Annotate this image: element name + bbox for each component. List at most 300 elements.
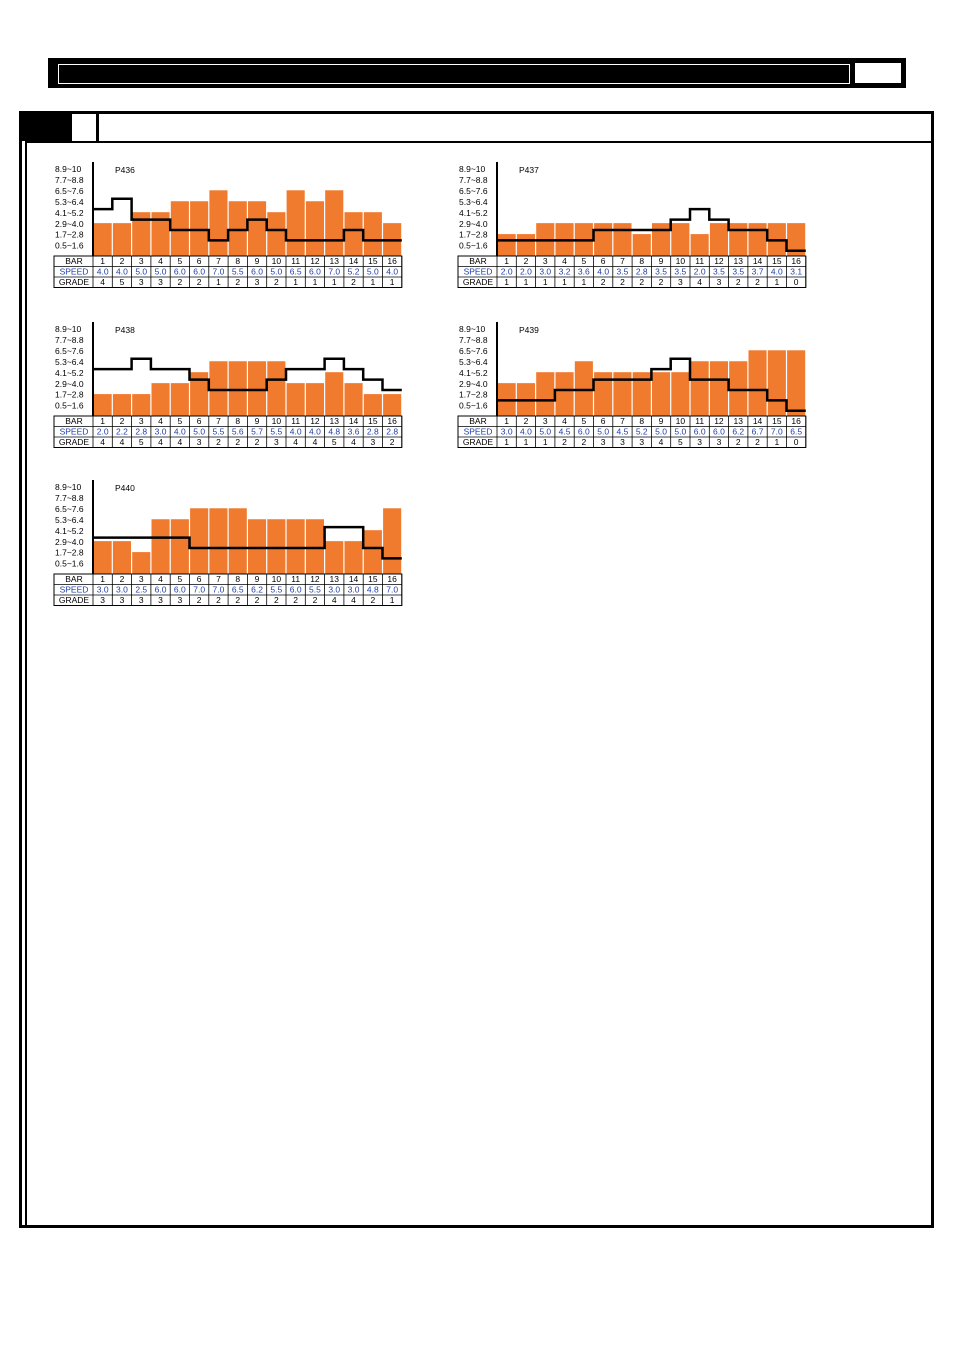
p438-cell-grade-13: 5	[331, 437, 337, 447]
p440-row-label-speed: SPEED	[59, 584, 89, 595]
p440-cell-grade-9: 2	[254, 595, 260, 605]
p437-bar-14	[749, 223, 767, 256]
p438-bar-14	[345, 383, 363, 416]
p438-cell-grade-8: 2	[235, 437, 241, 447]
p438-cell-grade-1: 4	[100, 437, 106, 447]
p439-cell-bar-14: 14	[752, 416, 763, 426]
p436-cell-speed-7: 7.0	[212, 266, 225, 277]
p436-cell-bar-2: 2	[119, 256, 125, 266]
p440-cell-bar-13: 13	[329, 574, 339, 584]
p439-cell-speed-8: 5.2	[635, 426, 648, 437]
p440-cell-grade-13: 4	[331, 595, 337, 605]
p438-cell-grade-2: 4	[119, 437, 125, 447]
p440-y-label: 0.5~1.6	[55, 558, 84, 569]
p436-cell-grade-1: 4	[100, 277, 106, 287]
profile-chart-p438	[53, 320, 403, 448]
p438-cell-speed-6: 5.0	[193, 426, 206, 437]
p439-cell-grade-1: 1	[504, 437, 510, 447]
p439-cell-bar-9: 9	[658, 416, 664, 426]
p438-row-label-grade: GRADE	[58, 437, 90, 447]
p437-bar-6	[594, 223, 612, 256]
p437-bar-1	[498, 234, 516, 256]
p438-bar-8	[229, 361, 247, 416]
p436-bar-1	[94, 223, 112, 256]
p439-y-label: 5.3~6.4	[459, 356, 488, 367]
p437-cell-speed-10: 3.5	[674, 266, 687, 277]
p437-title: P437	[519, 165, 539, 175]
p438-cell-grade-5: 4	[177, 437, 183, 447]
p439-row-label-bar: BAR	[469, 416, 487, 426]
p440-cell-bar-15: 15	[368, 574, 378, 584]
p440-bar-4	[152, 519, 170, 574]
p438-cell-speed-4: 3.0	[154, 426, 167, 437]
p439-cell-speed-3: 5.0	[539, 426, 552, 437]
p439-cell-bar-6: 6	[600, 416, 606, 426]
p438-cell-grade-4: 4	[158, 437, 163, 447]
p438-cell-speed-11: 4.0	[289, 426, 302, 437]
p439-cell-bar-15: 15	[772, 416, 782, 426]
p436-cell-grade-12: 1	[312, 277, 318, 287]
p437-y-label: 2.9~4.0	[459, 218, 488, 229]
p439-cell-speed-9: 5.0	[655, 426, 667, 437]
section-tab-divider	[96, 114, 99, 141]
p440-cell-bar-16: 16	[387, 574, 397, 584]
p437-cell-bar-11: 11	[695, 256, 705, 266]
p438-cell-speed-2: 2.2	[116, 426, 128, 437]
p438-cell-speed-10: 5.5	[270, 426, 283, 437]
p440-cell-bar-7: 7	[216, 574, 221, 584]
p438-cell-speed-8: 5.6	[231, 426, 244, 437]
chart-p439-svg	[457, 320, 807, 448]
p437-cell-bar-3: 3	[542, 256, 548, 266]
p439-y-label: 0.5~1.6	[459, 400, 488, 411]
p439-cell-bar-16: 16	[791, 416, 801, 426]
p440-cell-grade-11: 2	[293, 595, 299, 605]
p440-bar-6	[190, 508, 208, 574]
p438-row-label-bar: BAR	[65, 416, 83, 426]
p436-y-label: 0.5~1.6	[55, 240, 84, 251]
p439-bar-4	[556, 372, 574, 416]
p439-cell-grade-2: 1	[523, 437, 529, 447]
p440-cell-grade-1: 3	[100, 595, 106, 605]
p440-cell-grade-16: 1	[389, 595, 395, 605]
p439-bar-16	[787, 350, 805, 416]
p437-cell-grade-8: 2	[639, 277, 645, 287]
p438-bar-4	[152, 383, 170, 416]
p436-bar-2	[113, 223, 131, 256]
p436-y-label: 5.3~6.4	[55, 196, 84, 207]
p439-cell-speed-10: 5.0	[674, 426, 687, 437]
p439-cell-speed-4: 4.5	[558, 426, 571, 437]
p440-bar-16	[383, 508, 401, 574]
p439-cell-speed-14: 6.7	[751, 426, 764, 437]
p438-bar-15	[364, 394, 382, 416]
p436-bar-13	[325, 190, 343, 256]
p437-cell-bar-5: 5	[581, 256, 587, 266]
p437-cell-speed-2: 2.0	[520, 266, 532, 277]
p439-cell-speed-16: 6.5	[790, 426, 803, 437]
header-page-box	[854, 62, 902, 84]
p438-cell-speed-14: 3.6	[347, 426, 360, 437]
p436-cell-grade-11: 1	[293, 277, 299, 287]
p436-cell-speed-10: 5.0	[270, 266, 283, 277]
p437-cell-grade-6: 2	[600, 277, 606, 287]
p440-cell-bar-8: 8	[235, 574, 241, 584]
p438-cell-speed-5: 4.0	[173, 426, 186, 437]
p438-cell-bar-7: 7	[216, 416, 221, 426]
p438-cell-bar-4: 4	[158, 416, 163, 426]
p436-bar-8	[229, 201, 247, 256]
p437-row-label-grade: GRADE	[462, 277, 494, 287]
p439-bar-5	[575, 361, 593, 416]
p440-bar-8	[229, 508, 247, 574]
p439-bar-15	[768, 350, 786, 416]
p440-cell-speed-11: 6.0	[289, 584, 302, 595]
p438-cell-bar-1: 1	[100, 416, 106, 426]
p439-cell-bar-5: 5	[581, 416, 587, 426]
chart-p438-svg	[53, 320, 403, 448]
p439-bar-14	[749, 350, 767, 416]
p439-cell-grade-10: 5	[677, 437, 683, 447]
p436-cell-bar-4: 4	[158, 256, 163, 266]
p436-y-label: 2.9~4.0	[55, 218, 84, 229]
p437-cell-speed-15: 4.0	[770, 266, 783, 277]
p440-cell-speed-6: 7.0	[193, 584, 206, 595]
p438-bar-12	[306, 383, 324, 416]
p438-cell-bar-5: 5	[177, 416, 183, 426]
p437-cell-bar-2: 2	[523, 256, 529, 266]
p437-bar-7	[613, 223, 631, 256]
p438-cell-bar-16: 16	[387, 416, 397, 426]
p439-cell-speed-2: 4.0	[520, 426, 532, 437]
profile-chart-p436	[53, 160, 403, 288]
p436-title: P436	[115, 165, 135, 175]
p438-cell-speed-16: 2.8	[386, 426, 399, 437]
p437-cell-grade-5: 1	[581, 277, 587, 287]
p438-y-label: 1.7~2.8	[55, 389, 84, 400]
p440-row-label-grade: GRADE	[58, 595, 90, 605]
p440-cell-speed-15: 4.8	[366, 584, 379, 595]
p438-bar-10	[267, 361, 285, 416]
p436-cell-speed-13: 7.0	[328, 266, 341, 277]
p439-bar-3	[536, 372, 554, 416]
p437-row-label-bar: BAR	[469, 256, 487, 266]
p436-cell-bar-6: 6	[196, 256, 202, 266]
p439-cell-grade-14: 2	[755, 437, 760, 447]
p436-cell-grade-7: 1	[216, 277, 221, 287]
p439-cell-grade-4: 2	[562, 437, 567, 447]
p440-cell-bar-14: 14	[348, 574, 359, 584]
p438-cell-bar-13: 13	[329, 416, 339, 426]
p439-y-label: 7.7~8.8	[459, 334, 488, 345]
p438-cell-grade-11: 4	[293, 437, 299, 447]
p438-cell-grade-14: 4	[351, 437, 356, 447]
p440-cell-bar-12: 12	[310, 574, 320, 584]
p439-cell-bar-1: 1	[504, 416, 510, 426]
p436-cell-bar-9: 9	[254, 256, 260, 266]
p436-cell-speed-3: 5.0	[135, 266, 148, 277]
p439-cell-grade-5: 2	[581, 437, 587, 447]
p438-bar-5	[171, 383, 189, 416]
p438-bar-9	[248, 361, 266, 416]
section-tab	[22, 114, 72, 141]
p436-bar-5	[171, 201, 189, 256]
p436-bar-7	[209, 190, 227, 256]
p438-cell-grade-16: 2	[389, 437, 395, 447]
p440-cell-speed-1: 3.0	[96, 584, 109, 595]
p440-y-label: 1.7~2.8	[55, 547, 84, 558]
p438-cell-bar-8: 8	[235, 416, 241, 426]
p439-cell-grade-6: 3	[600, 437, 606, 447]
p439-bar-10	[671, 372, 689, 416]
p440-bar-1	[94, 541, 112, 574]
p439-cell-bar-12: 12	[714, 416, 724, 426]
p440-bar-7	[209, 508, 227, 574]
profile-chart-p439	[457, 320, 807, 448]
p437-cell-speed-12: 3.5	[713, 266, 725, 277]
p436-row-label-bar: BAR	[65, 256, 83, 266]
p436-y-label: 1.7~2.8	[55, 229, 84, 240]
p440-bar-5	[171, 519, 189, 574]
p439-bar-12	[710, 361, 728, 416]
p436-cell-bar-7: 7	[216, 256, 221, 266]
p436-cell-bar-8: 8	[235, 256, 241, 266]
p440-cell-grade-12: 2	[312, 595, 318, 605]
p439-cell-speed-6: 5.0	[597, 426, 610, 437]
p436-y-label: 6.5~7.6	[55, 185, 84, 196]
p439-y-label: 8.9~10	[459, 324, 486, 334]
p437-cell-speed-6: 4.0	[597, 266, 610, 277]
p440-cell-grade-10: 2	[273, 595, 279, 605]
p437-cell-grade-9: 2	[658, 277, 664, 287]
p440-cell-speed-10: 5.5	[270, 584, 283, 595]
p440-bar-12	[306, 519, 324, 574]
p436-cell-bar-10: 10	[271, 256, 282, 266]
p438-y-label: 7.7~8.8	[55, 334, 84, 345]
p440-cell-bar-3: 3	[138, 574, 144, 584]
p439-cell-grade-11: 3	[697, 437, 703, 447]
p437-row-label-speed: SPEED	[463, 266, 493, 277]
p440-cell-bar-5: 5	[177, 574, 183, 584]
p440-cell-bar-1: 1	[100, 574, 106, 584]
p436-cell-speed-6: 6.0	[193, 266, 206, 277]
p437-cell-grade-16: 0	[793, 277, 799, 287]
p436-cell-grade-5: 2	[177, 277, 183, 287]
p437-cell-speed-13: 3.5	[732, 266, 745, 277]
p439-y-label: 2.9~4.0	[459, 378, 488, 389]
p439-cell-speed-11: 6.0	[693, 426, 706, 437]
p438-cell-grade-15: 3	[370, 437, 376, 447]
p436-cell-grade-14: 2	[351, 277, 356, 287]
p436-cell-grade-3: 3	[138, 277, 144, 287]
p439-cell-grade-13: 2	[735, 437, 741, 447]
p438-bar-3	[132, 394, 150, 416]
p440-cell-speed-12: 5.5	[309, 584, 321, 595]
p437-cell-grade-10: 3	[677, 277, 683, 287]
p436-cell-grade-16: 1	[389, 277, 395, 287]
p437-y-label: 6.5~7.6	[459, 185, 488, 196]
p438-bar-13	[325, 372, 343, 416]
p437-cell-speed-7: 3.5	[616, 266, 629, 277]
p440-cell-grade-14: 4	[351, 595, 356, 605]
p438-title: P438	[115, 325, 135, 335]
p438-bar-7	[209, 361, 227, 416]
p436-bar-15	[364, 212, 382, 256]
p438-cell-speed-13: 4.8	[328, 426, 341, 437]
p438-cell-grade-12: 4	[312, 437, 318, 447]
p440-y-label: 4.1~5.2	[55, 525, 84, 536]
p438-cell-bar-15: 15	[368, 416, 378, 426]
p440-cell-speed-4: 6.0	[154, 584, 167, 595]
p439-cell-bar-2: 2	[523, 416, 529, 426]
p439-cell-bar-4: 4	[562, 416, 567, 426]
p440-y-label: 6.5~7.6	[55, 503, 84, 514]
p437-cell-bar-14: 14	[752, 256, 763, 266]
p438-cell-bar-6: 6	[196, 416, 202, 426]
p437-y-label: 5.3~6.4	[459, 196, 488, 207]
p436-row-label-speed: SPEED	[59, 266, 89, 277]
p439-cell-bar-13: 13	[733, 416, 743, 426]
p439-cell-bar-3: 3	[542, 416, 548, 426]
chart-p437-svg	[457, 160, 807, 288]
p439-cell-bar-7: 7	[620, 416, 625, 426]
p438-bar-11	[287, 383, 305, 416]
p436-cell-grade-13: 1	[331, 277, 337, 287]
p440-cell-speed-16: 7.0	[386, 584, 399, 595]
p440-cell-bar-4: 4	[158, 574, 163, 584]
p440-cell-speed-9: 6.2	[251, 584, 263, 595]
p440-cell-speed-5: 6.0	[173, 584, 186, 595]
p436-cell-bar-12: 12	[310, 256, 320, 266]
p436-cell-bar-11: 11	[291, 256, 301, 266]
profile-chart-p437	[457, 160, 807, 288]
p438-cell-bar-3: 3	[138, 416, 144, 426]
p436-cell-bar-3: 3	[138, 256, 144, 266]
p440-y-label: 8.9~10	[55, 482, 82, 492]
p440-cell-speed-14: 3.0	[347, 584, 360, 595]
p437-cell-grade-4: 1	[562, 277, 567, 287]
p440-bar-11	[287, 519, 305, 574]
p438-cell-grade-6: 3	[196, 437, 202, 447]
p437-cell-speed-8: 2.8	[635, 266, 648, 277]
p437-cell-grade-15: 1	[774, 277, 780, 287]
p437-cell-speed-4: 3.2	[558, 266, 571, 277]
p440-bar-10	[267, 519, 285, 574]
p437-cell-grade-1: 1	[504, 277, 510, 287]
p439-y-label: 4.1~5.2	[459, 367, 488, 378]
p437-cell-speed-16: 3.1	[790, 266, 803, 277]
p439-bar-9	[652, 372, 670, 416]
p438-cell-grade-10: 3	[273, 437, 279, 447]
p440-y-label: 2.9~4.0	[55, 536, 84, 547]
p436-cell-grade-15: 1	[370, 277, 376, 287]
p439-cell-bar-11: 11	[695, 416, 705, 426]
p440-cell-grade-8: 2	[235, 595, 241, 605]
p439-row-label-grade: GRADE	[462, 437, 494, 447]
p438-bar-1	[94, 394, 112, 416]
p437-cell-grade-12: 3	[716, 277, 722, 287]
p436-cell-speed-12: 6.0	[309, 266, 321, 277]
p440-cell-bar-10: 10	[271, 574, 282, 584]
p440-y-label: 5.3~6.4	[55, 514, 84, 525]
p438-cell-bar-10: 10	[271, 416, 282, 426]
p438-row-label-speed: SPEED	[59, 426, 89, 437]
p439-cell-grade-12: 3	[716, 437, 722, 447]
p437-cell-speed-1: 2.0	[500, 266, 513, 277]
p438-cell-speed-9: 5.7	[251, 426, 263, 437]
p439-cell-grade-7: 3	[620, 437, 625, 447]
p436-bar-9	[248, 201, 266, 256]
p437-cell-bar-12: 12	[714, 256, 724, 266]
p436-cell-speed-5: 6.0	[173, 266, 186, 277]
p438-bar-16	[383, 394, 401, 416]
p436-cell-grade-10: 2	[273, 277, 279, 287]
p437-bar-9	[652, 223, 670, 256]
p440-cell-grade-7: 2	[216, 595, 221, 605]
p436-cell-grade-6: 2	[196, 277, 202, 287]
p440-cell-grade-4: 3	[158, 595, 163, 605]
p437-cell-bar-6: 6	[600, 256, 606, 266]
p438-y-label: 0.5~1.6	[55, 400, 84, 411]
p439-y-label: 6.5~7.6	[459, 345, 488, 356]
p440-bar-13	[325, 541, 343, 574]
p437-cell-bar-9: 9	[658, 256, 664, 266]
p437-y-label: 1.7~2.8	[459, 229, 488, 240]
chart-p436-svg	[53, 160, 403, 288]
p439-cell-speed-15: 7.0	[770, 426, 783, 437]
p439-title: P439	[519, 325, 539, 335]
p440-cell-bar-2: 2	[119, 574, 125, 584]
p438-cell-grade-3: 5	[138, 437, 144, 447]
p437-cell-speed-11: 2.0	[693, 266, 706, 277]
p439-cell-grade-15: 1	[774, 437, 780, 447]
p437-cell-grade-14: 2	[755, 277, 760, 287]
p436-cell-speed-9: 6.0	[251, 266, 263, 277]
header-title-field	[58, 64, 850, 84]
p439-cell-speed-5: 6.0	[577, 426, 590, 437]
p440-bar-15	[364, 530, 382, 574]
p437-cell-grade-11: 4	[697, 277, 703, 287]
p438-cell-bar-2: 2	[119, 416, 125, 426]
p439-bar-13	[729, 361, 747, 416]
p436-cell-bar-1: 1	[100, 256, 106, 266]
p438-y-label: 2.9~4.0	[55, 378, 84, 389]
p437-cell-bar-4: 4	[562, 256, 567, 266]
p438-bar-2	[113, 394, 131, 416]
chart-p440-svg	[53, 478, 403, 606]
p436-cell-grade-8: 2	[235, 277, 241, 287]
p437-bar-2	[517, 234, 535, 256]
p437-bar-11	[691, 234, 709, 256]
p437-cell-bar-16: 16	[791, 256, 801, 266]
p436-cell-bar-15: 15	[368, 256, 378, 266]
p437-cell-bar-10: 10	[675, 256, 686, 266]
p438-cell-speed-7: 5.5	[212, 426, 225, 437]
p438-cell-speed-15: 2.8	[366, 426, 379, 437]
p438-cell-speed-1: 2.0	[96, 426, 109, 437]
p440-cell-bar-9: 9	[254, 574, 260, 584]
p439-cell-bar-10: 10	[675, 416, 686, 426]
p439-cell-speed-7: 4.5	[616, 426, 629, 437]
p436-bar-11	[287, 190, 305, 256]
p437-cell-speed-9: 3.5	[655, 266, 667, 277]
p436-cell-grade-2: 5	[119, 277, 125, 287]
p438-y-label: 6.5~7.6	[55, 345, 84, 356]
p440-bar-2	[113, 541, 131, 574]
p439-cell-speed-13: 6.2	[732, 426, 745, 437]
p436-cell-speed-8: 5.5	[231, 266, 244, 277]
p436-cell-speed-11: 6.5	[289, 266, 302, 277]
